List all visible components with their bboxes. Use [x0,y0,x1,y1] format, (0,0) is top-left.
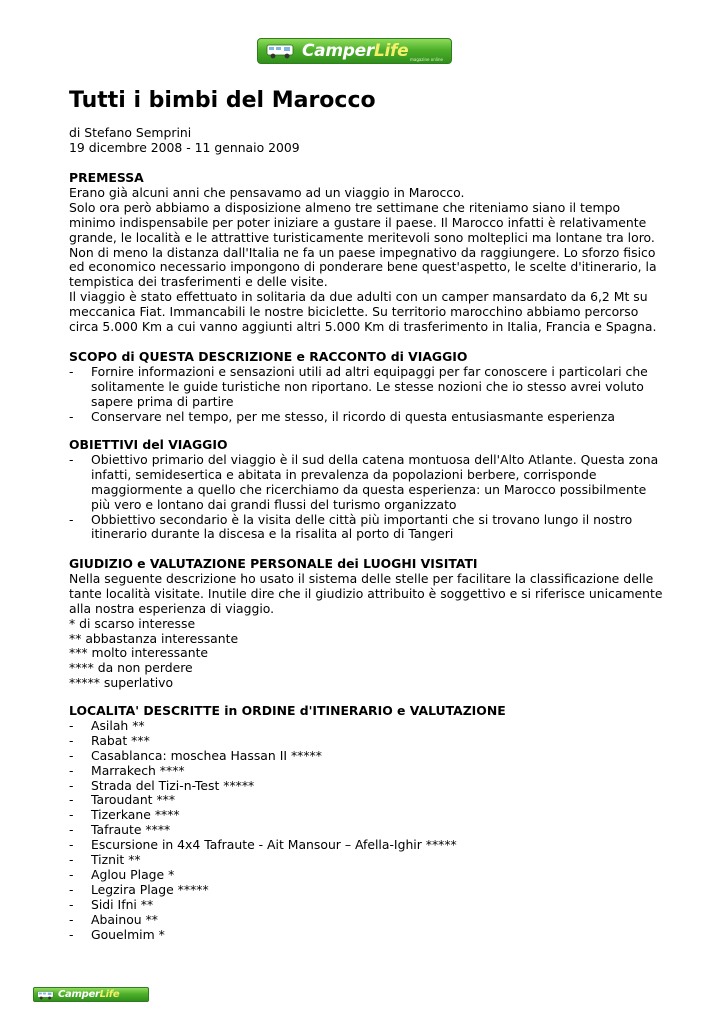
travel-dates: 19 dicembre 2008 - 11 gennaio 2009 [69,139,300,155]
list-item: - Conservare nel tempo, per me stesso, il ricordo di questa entusiasmante esperienza [69,410,669,425]
list-item: - Obiettivo primario del viaggio è il sud della catena montuosa dell'Alto Atlante. Questa zona infatti, semidesertica e abitata in prevalenza da popolazioni berbere, corrisponde maggiormente a quello che ricerchiamo da questa esperienza: un Marocco possibilmente più vero e lontano dai grandi flussi del turismo organizzato [69,453,669,513]
rating-legend-line: * di scarso interesse [69,615,196,631]
rating-legend-line: ***** superlativo [69,675,174,691]
paragraph-line: tempistica dei trasferimenti e delle visite. [69,274,328,290]
paragraph-line: Erano già alcuni anni che pensavamo ad un viaggio in Marocco. [69,184,465,200]
locality-item: - Marrakech **** [69,764,669,779]
logo-text: CamperLife [302,41,409,61]
paragraph-line: Solo ora però abbiamo a disposizione almeno tre settimane che riteniamo siano il tempo [69,199,621,215]
locality-item: - Aglou Plage * [69,868,669,883]
locality-item: - Casablanca: moschea Hassan II ***** [69,749,669,764]
section-giudizio [69,557,669,691]
paragraph-line: minimo indispensabile per poter iniziare a gustare il paese. Il Marocco infatti è relativamente [69,214,647,230]
dash-list [69,365,669,425]
section-scopo [69,350,669,425]
section-heading: LOCALITA' DESCRITTE in ORDINE d'ITINERARIO e VALUTAZIONE [69,703,506,718]
locality-item: - Tiznit ** [69,853,669,868]
locality-item: - Legzira Plage ***** [69,883,669,898]
rating-legend-line: **** da non perdere [69,660,193,676]
section-heading: PREMESSA [69,170,144,185]
camper-van-icon [266,43,296,59]
camperlife-logo [257,38,452,64]
rating-legend-line: *** molto interessante [69,645,209,661]
logo-text: CamperLife [58,989,120,1000]
paragraph-line: meccanica Fiat. Immancabili le nostre biciclette. Su territorio marocchino abbiamo percorso [69,304,639,320]
locality-item: - Tizerkane **** [69,808,669,823]
camperlife-footer-logo [33,987,149,1002]
section-heading: SCOPO di QUESTA DESCRIZIONE e RACCONTO di VIAGGIO [69,349,468,364]
section-localita [69,704,669,943]
list-item: - Obbiettivo secondario è la visita delle città più importanti che si trovano lungo il nostro itinerario durante la discesa e la risalita al porto di Tangeri [69,513,669,543]
author: di Stefano Semprini [69,125,192,140]
locality-item: - Rabat *** [69,734,669,749]
logo-tagline: magazine online [409,57,443,62]
paragraph-line: grande, le località e le attrattive turisticamente meritevoli sono molteplici ma lontane tra loro. [69,229,655,245]
locality-item: - Taroudant *** [69,793,669,808]
paragraph-line: ed economico necessario impongono di ponderare bene quest'aspetto, le scelte d'itinerario, la [69,259,657,275]
locality-item: - Abainou ** [69,913,669,928]
paragraph-line: alla nostra esperienza di viaggio. [69,600,275,616]
dash-list [69,453,669,542]
locality-item: - Strada del Tizi-n-Test ***** [69,779,669,794]
section-heading: GIUDIZIO e VALUTAZIONE PERSONALE dei LUOGHI VISITATI [69,556,478,571]
paragraph-line: circa 5.000 Km a cui vanno aggiunti altri 5.000 Km di trasferimento in Italia, Francia e Spagna. [69,319,657,335]
locality-item: - Tafraute **** [69,823,669,838]
section-obiettivi [69,438,669,542]
rating-legend-line: ** abbastanza interessante [69,630,239,646]
paragraph-line: Non di meno la distanza dall'Italia ne fa un paese impegnativo da raggiungere. Lo sforzo fisico [69,244,656,260]
paragraph-line: tante località visitate. Inutile dire che il giudizio attribuito è soggettivo e si riferisce unicamente [69,585,663,601]
locality-item: - Gouelmim * [69,928,669,943]
locality-item: - Asilah ** [69,719,669,734]
paragraph-line: Nella seguente descrizione ho usato il sistema delle stelle per facilitare la classificazione delle [69,570,654,586]
byline [69,126,300,156]
page-title: Tutti i bimbi del Marocco [69,88,376,113]
list-item: - Fornire informazioni e sensazioni utili ad altri equipaggi per far conoscere i particolari che solitamente le guide turistiche non riportano. Le stesse nozioni che io stesso avrei voluto sapere prima di partire [69,365,669,410]
paragraph-line: Il viaggio è stato effettuato in solitaria da due adulti con un camper mansardato da 6,2 Mt su [69,289,648,305]
locality-item: - Sidi Ifni ** [69,898,669,913]
section-heading: OBIETTIVI del VIAGGIO [69,437,228,452]
camper-van-icon [37,990,55,1000]
locality-item: - Escursione in 4x4 Tafraute - Ait Mansour – Afella-Ighir ***** [69,838,669,853]
section-premessa [69,171,669,335]
localities-list [69,719,669,943]
